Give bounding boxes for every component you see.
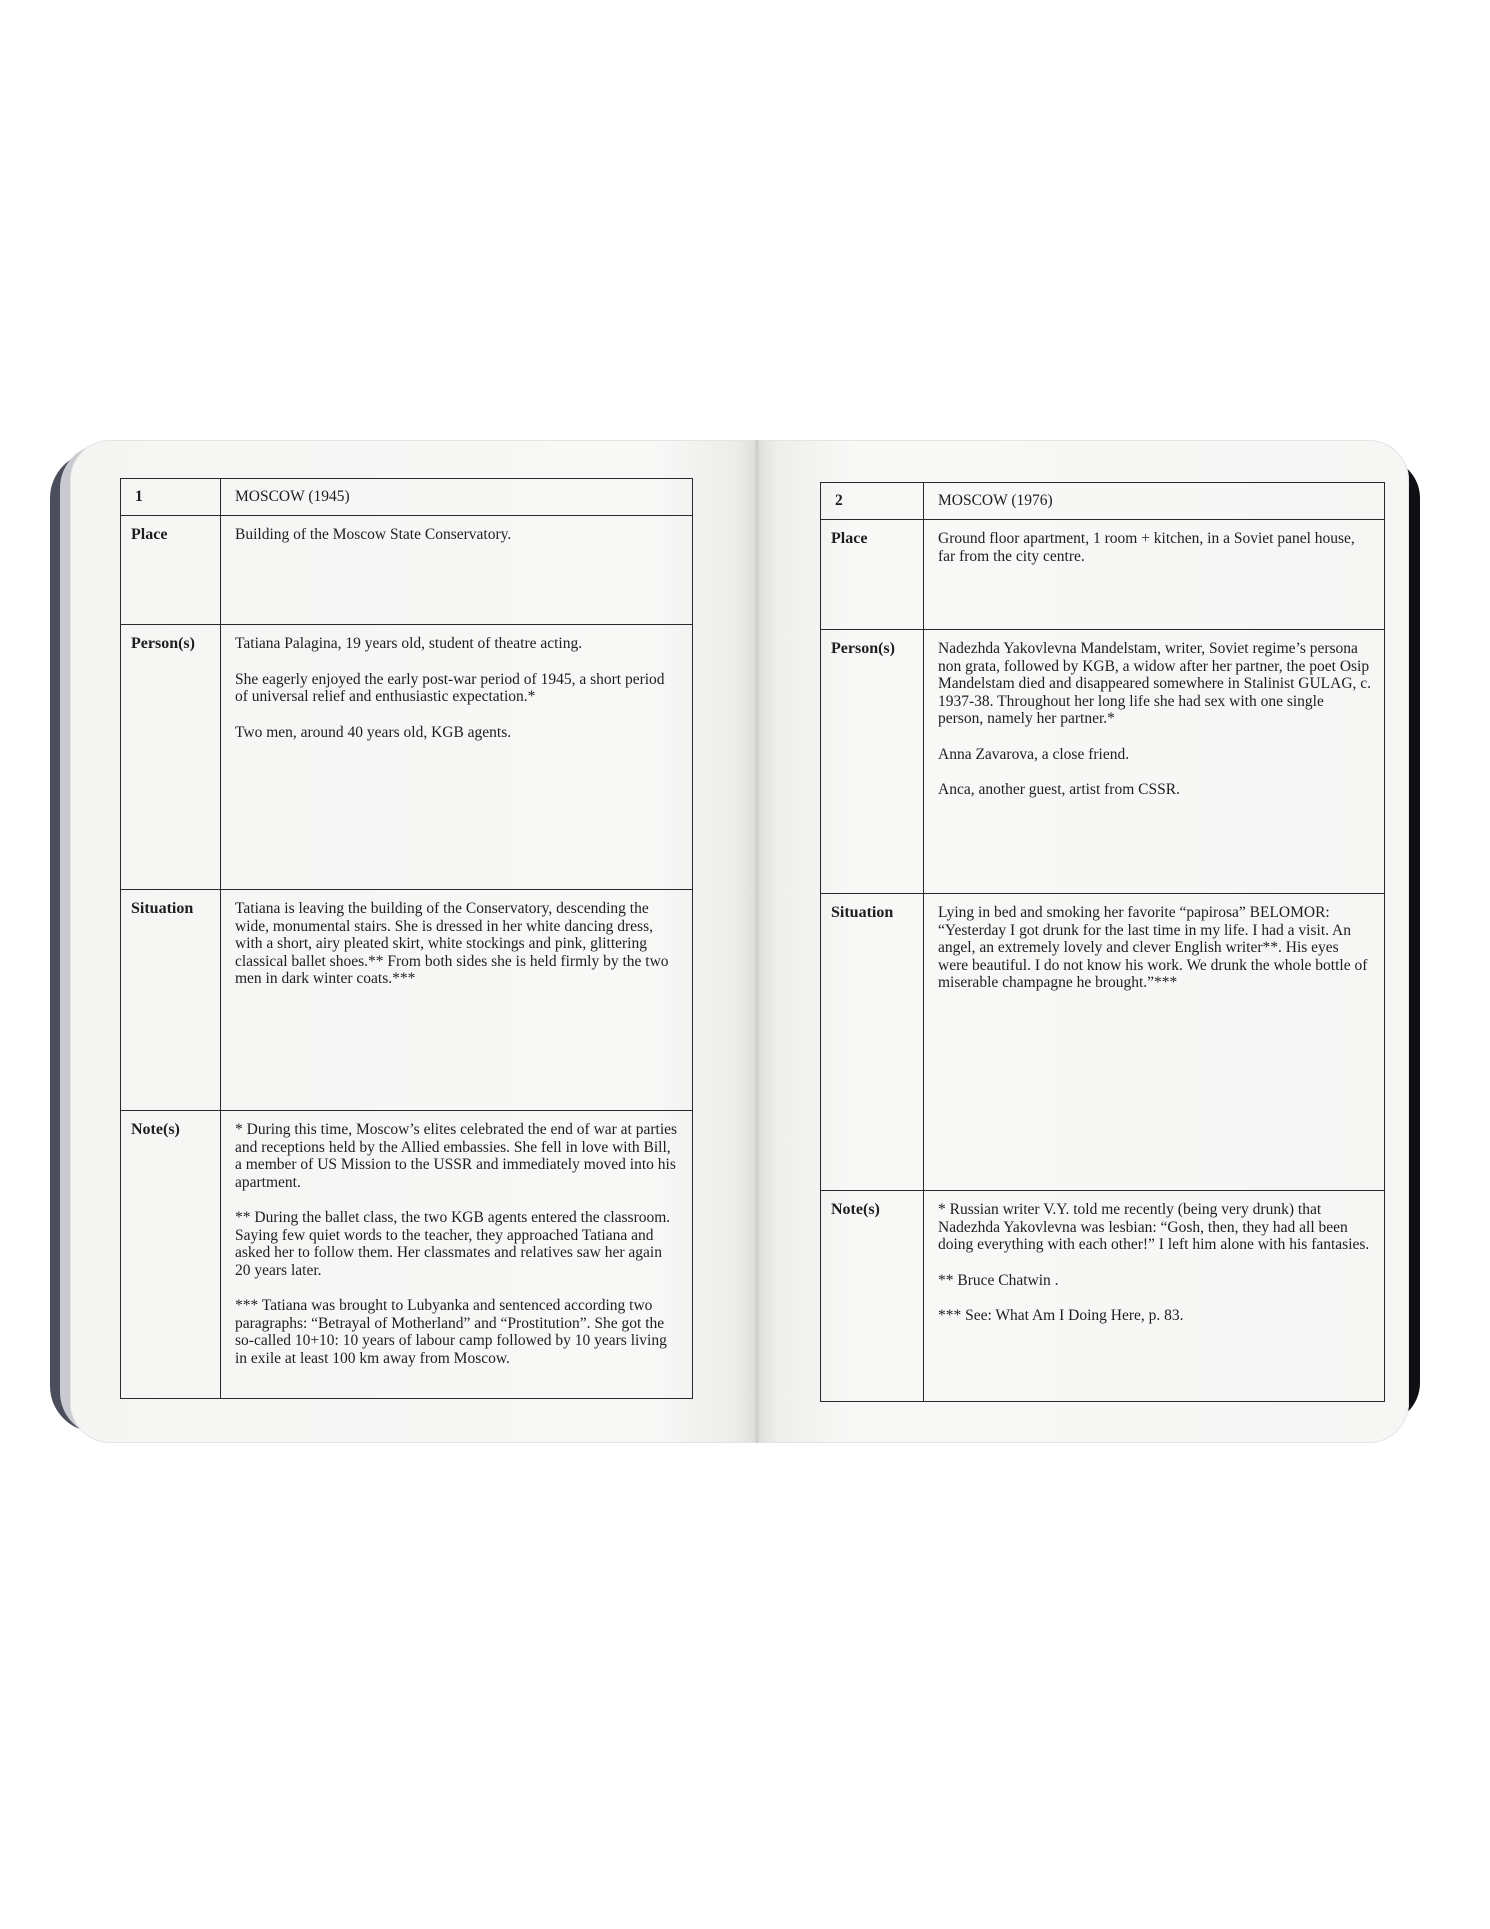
entry-number: 2 xyxy=(821,483,924,520)
situation-row xyxy=(121,890,693,1111)
note-paragraph: * Russian writer V.Y. told me recently (being very drunk) that Nadezhda Yakovlevna was lesbian: “Gosh, then, they had all been doing everything with each other!” I left him alone with his fantasies. xyxy=(938,1201,1370,1253)
notes-label: Note(s) xyxy=(821,1191,924,1402)
notes-text xyxy=(221,1111,693,1399)
place-text: Ground floor apartment, 1 room + kitchen, in a Soviet panel house, far from the city centre. xyxy=(924,520,1385,630)
persons-paragraph: Anca, another guest, artist from CSSR. xyxy=(938,781,1180,798)
entry-title: MOSCOW (1976) xyxy=(924,483,1385,520)
left-page xyxy=(70,440,757,1443)
persons-paragraph: Tatiana Palagina, 19 years old, student of theatre acting. xyxy=(235,635,583,652)
persons-label: Person(s) xyxy=(821,630,924,894)
entry-header-row xyxy=(821,483,1385,520)
persons-paragraph: She eagerly enjoyed the early post-war period of 1945, a short period of universal relief and enthusiastic expectation.* xyxy=(235,670,665,705)
entry-number: 1 xyxy=(121,479,221,516)
notes-label: Note(s) xyxy=(121,1111,221,1399)
place-label: Place xyxy=(821,520,924,630)
booklet-spine xyxy=(755,440,759,1443)
place-text: Building of the Moscow State Conservatory. xyxy=(221,516,693,625)
situation-text: Lying in bed and smoking her favorite “papirosa” BELOMOR: “Yesterday I got drunk for the last time in my life. I had a visit. An angel, an extremely lovely and clever English writer**. His eyes were beautiful. I do not know his work. We drunk the whole bottle of miserable champagne he brought.”*** xyxy=(924,894,1385,1191)
situation-row xyxy=(821,894,1385,1191)
situation-label: Situation xyxy=(821,894,924,1191)
place-row xyxy=(121,516,693,625)
place-row xyxy=(821,520,1385,630)
open-booklet xyxy=(50,440,1420,1445)
persons-row xyxy=(121,625,693,890)
situation-text: Tatiana is leaving the building of the Conservatory, descending the wide, monumental stairs. She is dressed in her white dancing dress, with a short, airy pleated skirt, white stockings and pink, glittering classical ballet shoes.** From both sides she is held firmly by the two men in dark winter coats.*** xyxy=(221,890,693,1111)
note-paragraph: * During this time, Moscow’s elites celebrated the end of war at parties and receptions held by the Allied embassies. She fell in love with Bill, a member of US Mission to the USSR and immediately moved into his apartment. xyxy=(235,1121,678,1191)
note-paragraph: ** During the ballet class, the two KGB agents entered the classroom. Saying few quiet words to the teacher, they approached Tatiana and asked her to follow them. Her classmates and relatives saw her again 20 years later. xyxy=(235,1209,671,1279)
persons-paragraph: Nadezhda Yakovlevna Mandelstam, writer, Soviet regime’s persona non grata, followed by KGB, a widow after her partner, the poet Osip Mandelstam died and disappeared somewhere in Stalinist GULAG, c. 1937-38. Throughout her long life she had sex with one single person, namely her partner.* xyxy=(938,640,1372,727)
persons-text xyxy=(924,630,1385,894)
note-paragraph: *** Tatiana was brought to Lubyanka and sentenced according two paragraphs: “Betrayal of Motherland” and “Prostitution”. She got the so-called 10+10: 10 years of labour camp followed by 10 years living in exile at least 100 km away from Moscow. xyxy=(235,1297,667,1367)
place-label: Place xyxy=(121,516,221,625)
right-entry-table xyxy=(820,482,1385,1402)
notes-row xyxy=(821,1191,1385,1402)
notes-text xyxy=(924,1191,1385,1402)
note-paragraph: ** Bruce Chatwin . xyxy=(938,1271,1059,1289)
note-paragraph: *** See: What Am I Doing Here, p. 83. xyxy=(938,1307,1184,1324)
entry-title: MOSCOW (1945) xyxy=(221,479,693,516)
situation-label: Situation xyxy=(121,890,221,1111)
left-entry-table xyxy=(120,478,693,1399)
persons-label: Person(s) xyxy=(121,625,221,890)
persons-paragraph: Anna Zavarova, a close friend. xyxy=(938,745,1130,763)
notes-row xyxy=(121,1111,693,1399)
entry-header-row xyxy=(121,479,693,516)
persons-text xyxy=(221,625,693,890)
persons-row xyxy=(821,630,1385,894)
persons-paragraph: Two men, around 40 years old, KGB agents. xyxy=(235,723,512,741)
